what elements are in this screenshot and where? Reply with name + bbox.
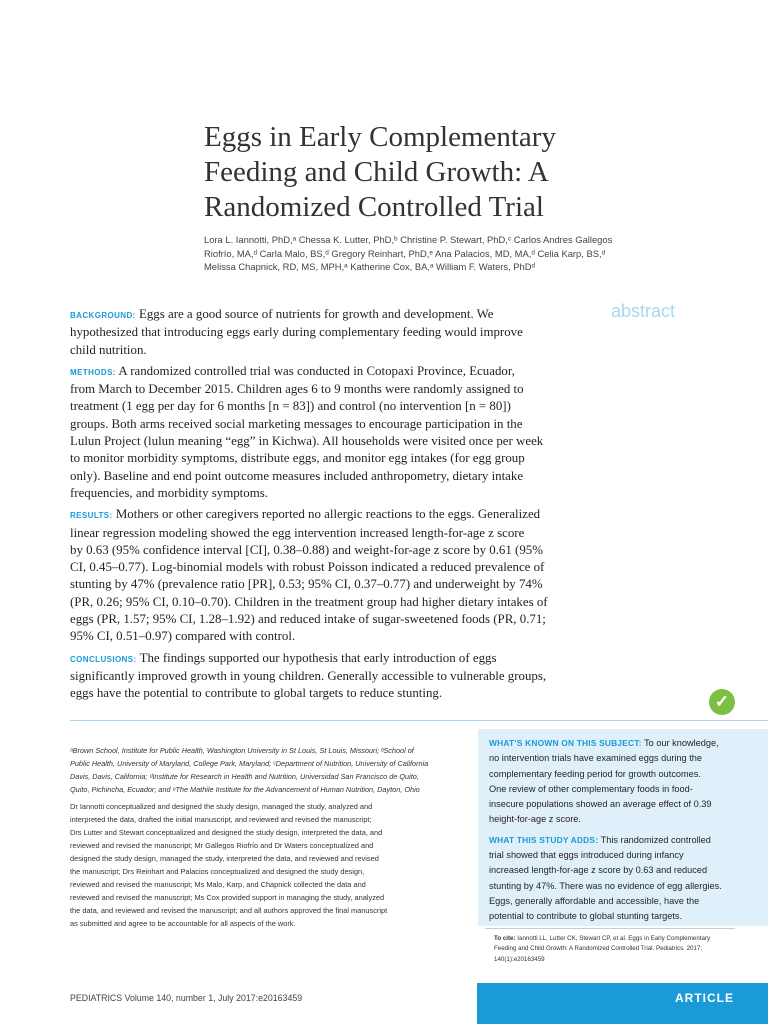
citation-line: Iannotti LL, Lutter CK, Stewart CP, et al. Eggs in Early Complementary [517,935,711,942]
open-access-icon[interactable]: ✓ [709,689,735,715]
results-label: RESULTS: [70,511,113,521]
contribution-line: Dr Iannotti conceptualized and designed the study design, managed the study, analyzed and [70,802,373,811]
title-line: Eggs in Early Complementary [204,121,556,153]
summary-box-text [489,736,761,930]
abstract-line: hypothesized that introducing eggs early during complementary feeding would improve [70,325,523,340]
abstract-line: Mothers or other caregivers reported no allergic reactions to the eggs. Generalized [115,507,541,522]
abstract-line: significantly improved growth in young children. Generally accessible to vulnerable groups, [70,668,547,683]
affiliation-line: Quito, Pichincha, Ecuador; and ᵉThe Mathile Institute for the Advancement of Human Nutrition, Dayton, Ohio [70,785,420,794]
contribution-line: reviewed and revised the manuscript; Ms Malo, Karp, and Chapnick collected the data and [70,880,366,889]
whats-known-label: WHAT’S KNOWN ON THIS SUBJECT: [489,738,642,748]
contribution-line: Drs Lutter and Stewart conceptualized and designed the study design, interpreted the data, and [70,828,383,837]
abstract-line: Lulun Project (lulun meaning “egg” in Kichwa). All households were visited once per week [70,434,544,449]
citation-line: Feeding and Child Growth: A Randomized Controlled Trial. Pediatrics. 2017; [494,945,703,953]
journal-footer: PEDIATRICS Volume 140, number 1, July 2017:e20163459 [70,993,303,1003]
contribution-line: reviewed and revised the manuscript; Ms Cox provided support in managing the study, analyzed [70,893,385,902]
author-contributions [70,800,470,930]
contribution-line: the manuscript; Drs Reinhart and Palacios conceptualized and designed the study design, [70,867,365,876]
author-list [204,233,634,274]
summary-line: increased length-for-age z score by 0.63 and reduced [489,865,708,876]
study-adds [489,833,761,925]
author-line: Lora L. Iannotti, PhD,ᵃ Chessa K. Lutter, PhD,ᵇ Christine P. Stewart, PhD,ᶜ Carlos Andres Gallegos [204,234,613,245]
article-type-label: ARTICLE [675,991,734,1005]
abstract-methods [70,363,600,502]
summary-line: stunting by 47%. There was no evidence of egg allergies. [489,880,722,891]
summary-line: One review of other complementary foods in food- [489,783,693,794]
contribution-line: reviewed and revised the manuscript; Mr Gallegos Riofrío and Dr Waters conceptualized and [70,841,374,850]
section-divider [70,720,768,721]
abstract-body [70,306,600,707]
contribution-line: as submitted and agree to be accountable for all aspects of the work. [70,919,296,928]
abstract-line: eggs (PR, 1.57; 95% CI, 1.28–1.92) and reduced intake of sugar-sweetened foods (PR, 0.71; [70,612,546,627]
abstract-line: to monitor morbidity symptoms, distribute eggs, and monitor egg intakes (for egg group [70,451,525,466]
abstract-line: from March to December 2015. Children ages 6 to 9 months were randomly assigned to [70,382,524,397]
background-label: BACKGROUND: [70,311,136,320]
citation-text [494,934,734,965]
affiliation-line: ᵃBrown School, Institute for Public Health, Washington University in St Louis, St Louis, Missouri; ᵇSchool of [70,746,414,755]
summary-line: no intervention trials have examined eggs during the [489,753,702,764]
abstract-line: stunting by 47% (prevalence ratio [PR], 0.53; 95% CI, 0.37–0.77) and underweight by 74% [70,577,543,592]
abstract-line: 95% CI, 0.51–0.97) compared with control. [70,629,296,644]
summary-line: Eggs, generally affordable and accessible, have the [489,895,700,906]
summary-line: This randomized controlled [600,834,711,845]
article-type-bar [477,983,768,1024]
abstract-line: linear regression modeling showed the egg intervention increased length-for-age z score [70,525,525,540]
contribution-line: designed the study design, managed the study, interpreted the data, and reviewed and revised [70,854,379,863]
abstract-line: CI, 0.45–0.77). Log-binomial models with robust Poisson indicated a reduced prevalence of [70,560,545,575]
abstract-line: The findings supported our hypothesis that early introduction of eggs [139,650,497,665]
summary-line: height-for-age z score. [489,814,581,825]
title-line: Feeding and Child Growth: A [204,156,549,188]
abstract-line: only). Baseline and end point outcome measures included anthropometry, dietary intake [70,468,524,483]
summary-line: complementary feeding period for growth outcomes. [489,768,701,779]
abstract-line: groups. Both arms received social marketing messages to encourage participation in the [70,416,523,431]
affiliation-line: Public Health, University of Maryland, College Park, Maryland; ᶜDepartment of Nutrition, University of California [70,759,429,768]
abstract-results [70,506,600,645]
contribution-line: the data, and reviewed and revised the manuscript; and all authors approved the final manuscript [70,906,388,915]
abstract-line: by 0.63 (95% confidence interval [CI], 0.38–0.88) and weight-for-age z score by 0.61 (95% [70,542,543,557]
contribution-line: interpreted the data, drafted the initial manuscript, and reviewed and revised the manuscript; [70,815,372,824]
summary-line: insecure populations showed an average effect of 0.39 [489,799,712,810]
abstract-line: A randomized controlled trial was conducted in Cotopaxi Province, Ecuador, [118,363,515,378]
abstract-conclusions [70,650,600,703]
abstract-background [70,306,600,359]
abstract-line: eggs have the potential to contribute to global targets to reduce stunting. [70,686,443,701]
title-line: Randomized Controlled Trial [204,191,544,223]
conclusions-label: CONCLUSIONS: [70,654,137,664]
author-line: Riofrío, MA,ᵈ Carla Malo, BS,ᵈ Gregory Reinhart, PhD,ᵉ Ana Palacios, MD, MA,ᵈ Celia Karp, BS,ᵈ [204,247,606,259]
affiliation-line: Davis, Davis, California; ᵈInstitute for Research in Health and Nutrition, Universidad San Francisco de Quito, [70,772,419,781]
summary-line: potential to contribute to global stunting targets. [489,911,683,922]
abstract-section-tag: abstract [611,301,676,321]
affiliations [70,744,470,796]
author-line: Melissa Chapnick, RD, MS, MPH,ᵃ Katherine Cox, BA,ᵃ William F. Waters, PhDᵈ [204,261,536,272]
article-title [204,120,664,225]
summary-line: To our knowledge, [644,738,719,748]
abstract-line: frequencies, and morbidity symptoms. [70,485,268,500]
abstract-line: Eggs are a good source of nutrients for growth and development. We [138,307,494,321]
cite-label: To cite: [494,935,516,942]
abstract-line: treatment (1 egg per day for 6 months [n = 83]) and control (no intervention [n = 80]) [70,399,511,414]
methods-label: METHODS: [70,367,116,377]
citation-line: 140(1):e20163459 [494,955,545,963]
whats-known [489,736,761,828]
summary-line: trial showed that eggs introduced during infancy [489,850,684,861]
study-adds-label: WHAT THIS STUDY ADDS: [489,834,599,845]
abstract-line: child nutrition. [70,342,147,357]
abstract-line: (PR, 0.26; 95% CI, 0.10–0.70). Children in the treatment group had higher dietary intakes of [70,594,548,609]
